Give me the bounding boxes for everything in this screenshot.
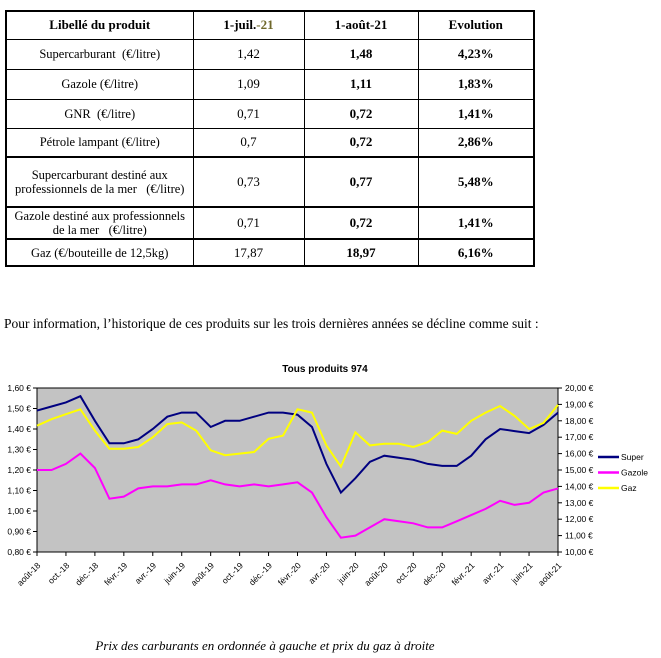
x-axis-label: déc.-18 <box>73 560 101 588</box>
x-axis-label: août-20 <box>362 560 390 588</box>
chart-title: Tous produits 974 <box>282 364 368 375</box>
august-value: 18,97 <box>304 239 418 266</box>
x-axis-label: déc.-20 <box>420 560 448 588</box>
evolution-value: 1,41% <box>418 99 534 128</box>
july-value: 1,09 <box>193 69 304 99</box>
x-axis-label: oct.-20 <box>393 560 419 586</box>
legend-label-gaz: Gaz <box>621 483 637 493</box>
july-value: 0,7 <box>193 128 304 157</box>
right-axis-label: 11,00 € <box>565 530 593 541</box>
x-axis-label: août-21 <box>535 560 564 588</box>
x-axis-label: avr.-21 <box>480 560 506 586</box>
table-row <box>6 239 534 266</box>
left-axis-label: 1,50 € <box>7 403 31 414</box>
table-row <box>6 39 534 69</box>
intro-note: Pour information, l’historique de ces produits sur les trois dernières années se décline comme suit : <box>4 316 539 331</box>
right-axis-label: 19,00 € <box>565 399 594 410</box>
evolution-value: 5,48% <box>418 157 534 207</box>
x-axis-label: oct.-19 <box>219 560 246 586</box>
table-row <box>6 128 534 157</box>
evolution-value: 2,86% <box>418 128 534 157</box>
x-axis-label: déc.-19 <box>246 560 274 588</box>
left-axis-label: 1,20 € <box>7 465 31 475</box>
table-header-row <box>6 11 534 39</box>
july-value: 0,71 <box>193 99 304 128</box>
table-row <box>6 157 534 207</box>
table-row <box>6 99 534 128</box>
july-value: 0,73 <box>193 157 304 207</box>
left-axis-label: 1,00 € <box>7 506 31 516</box>
product-label: Gazole (€/litre) <box>6 69 193 99</box>
right-axis-label: 13,00 € <box>565 497 594 508</box>
x-axis-label: oct.-18 <box>45 560 72 586</box>
x-axis-label: juin-21 <box>509 560 535 586</box>
plot-area <box>37 388 558 552</box>
header-date-july: 1-juil.-21 <box>193 11 304 39</box>
august-value: 0,72 <box>304 99 418 128</box>
july-value: 1,42 <box>193 39 304 69</box>
x-axis-label: avr.-20 <box>306 560 332 586</box>
july-value: 17,87 <box>193 239 304 266</box>
right-axis-label: 12,00 € <box>565 514 594 525</box>
header-date-july-year: -21 <box>256 17 274 33</box>
right-axis-label: 18,00 € <box>565 415 594 426</box>
legend-label-gazole: Gazole <box>621 467 648 478</box>
product-label: Gazole destiné aux professionnels de la mer (€/litre) <box>6 207 193 239</box>
price-history-chart <box>0 345 661 625</box>
product-label: Gaz (€/bouteille de 12,5kg) <box>6 239 193 266</box>
left-axis-label: 1,10 € <box>7 485 31 496</box>
chart-caption: Prix des carburants en ordonnée à gauche et prix du gaz à droite <box>95 638 435 653</box>
product-label: GNR (€/litre) <box>6 99 193 128</box>
left-axis-label: 0,80 € <box>7 547 31 557</box>
table-row <box>6 207 534 239</box>
x-axis-label: avr.-19 <box>132 560 159 586</box>
legend-label-super: Super <box>621 452 644 462</box>
right-axis-label: 14,00 € <box>565 481 594 492</box>
august-value: 1,48 <box>304 39 418 69</box>
right-axis-label: 16,00 € <box>565 448 594 459</box>
august-value: 0,77 <box>304 157 418 207</box>
august-value: 0,72 <box>304 207 418 239</box>
july-value: 0,71 <box>193 207 304 239</box>
product-label: Supercarburant (€/litre) <box>6 39 193 69</box>
left-axis-label: 0,90 € <box>7 526 31 537</box>
header-date-august: 1-août-21 <box>304 11 418 39</box>
evolution-value: 1,41% <box>418 207 534 239</box>
x-axis-label: juin-20 <box>335 560 361 586</box>
right-axis-label: 20,00 € <box>565 383 594 393</box>
x-axis-label: févr.-20 <box>275 560 303 588</box>
x-axis-label: août-18 <box>14 560 43 588</box>
x-axis-label: févr.-19 <box>102 560 130 588</box>
right-axis-label: 17,00 € <box>565 432 594 443</box>
evolution-value: 1,83% <box>418 69 534 99</box>
product-label: Supercarburant destiné aux professionnels de la mer (€/litre) <box>6 157 193 207</box>
august-value: 1,11 <box>304 69 418 99</box>
header-product: Libellé du produit <box>6 11 193 39</box>
header-evolution: Evolution <box>418 11 534 39</box>
left-axis-label: 1,40 € <box>7 424 31 434</box>
right-axis-label: 15,00 € <box>565 465 594 475</box>
evolution-value: 4,23% <box>418 39 534 69</box>
fuel-price-table <box>5 10 535 267</box>
august-value: 0,72 <box>304 128 418 157</box>
evolution-value: 6,16% <box>418 239 534 266</box>
product-label: Pétrole lampant (€/litre) <box>6 128 193 157</box>
x-axis-label: juin-19 <box>162 560 188 586</box>
left-axis-label: 1,60 € <box>7 383 31 393</box>
x-axis-label: août-19 <box>188 560 217 588</box>
right-axis-label: 10,00 € <box>565 547 594 557</box>
x-axis-label: févr.-21 <box>449 560 477 588</box>
left-axis-label: 1,30 € <box>7 444 31 455</box>
table-row <box>6 69 534 99</box>
